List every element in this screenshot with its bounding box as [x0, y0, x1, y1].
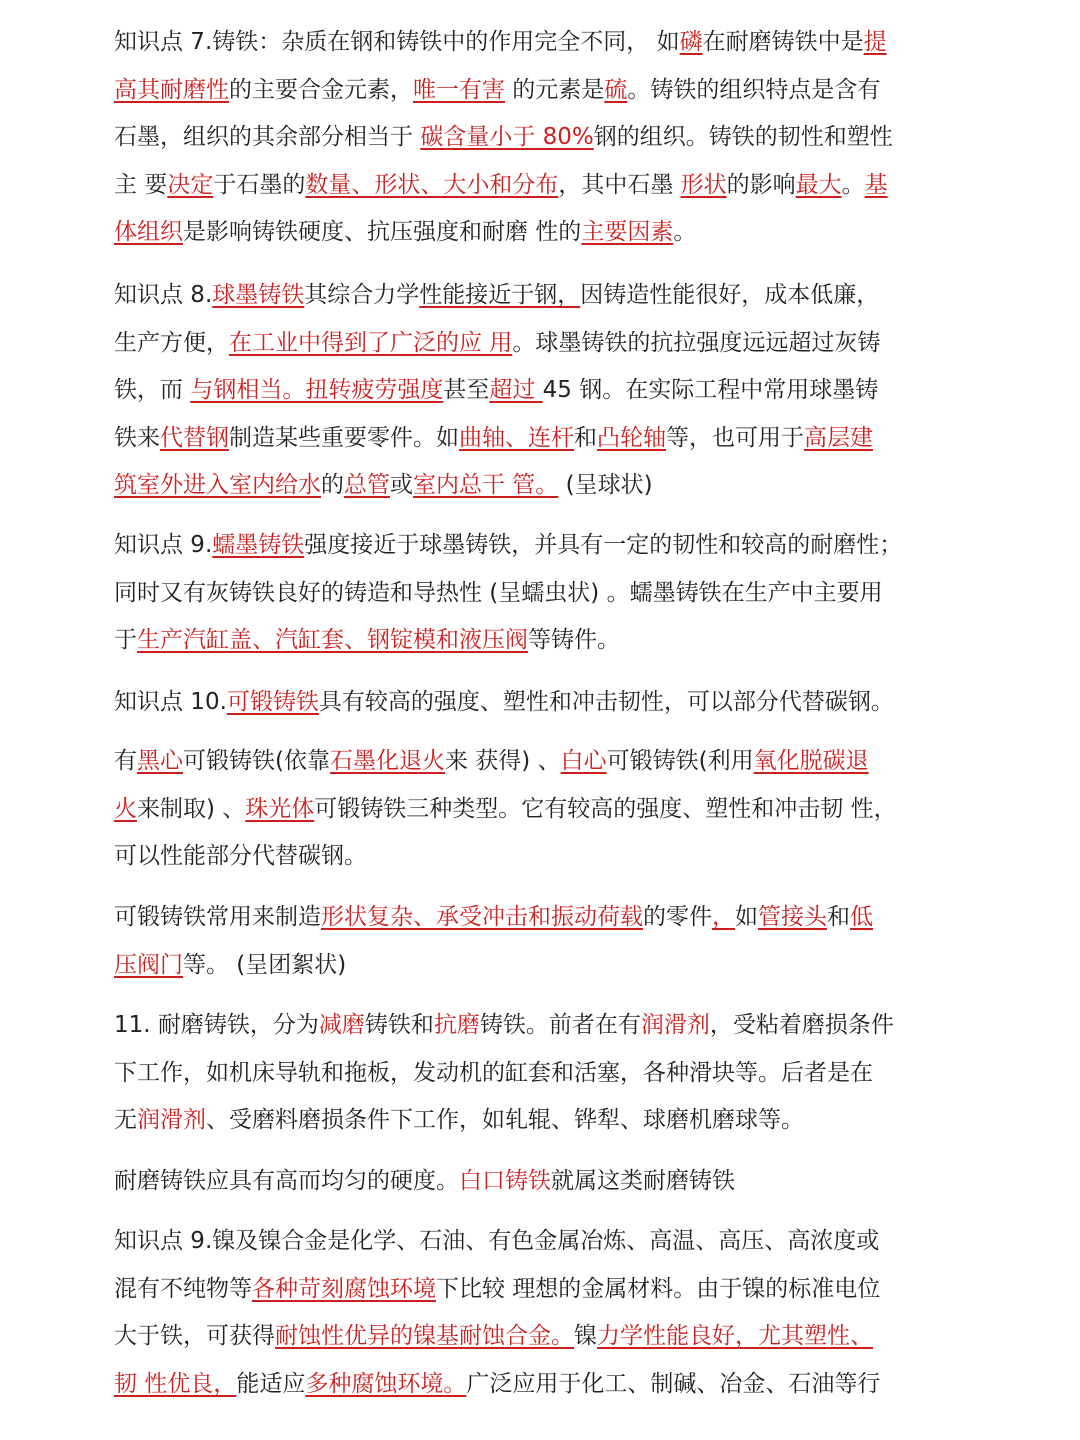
highlighted-text: 低	[850, 904, 873, 930]
text-line	[114, 1218, 974, 1266]
highlighted-text: 总管	[344, 472, 390, 499]
text-segment: 可锻铸铁三种类型。它有较高的强度、塑性和冲击韧 性，	[314, 795, 897, 822]
highlighted-text: 可锻铸铁	[226, 689, 319, 715]
highlighted-text: 提	[863, 29, 887, 55]
text-line	[114, 162, 974, 210]
highlighted-text: 球墨铸铁	[212, 282, 305, 308]
text-line	[114, 1313, 974, 1361]
text-segment: 耐磨铸铁应具有高而均匀的硬度。	[114, 1168, 459, 1194]
text-segment: 混有不纯物等	[114, 1275, 252, 1302]
text-segment: 镍	[574, 1323, 597, 1350]
highlighted-text: 火	[114, 795, 137, 822]
text-segment: 和	[827, 904, 850, 930]
text-segment: 于	[114, 627, 137, 654]
text-segment: (呈球状)	[558, 472, 653, 499]
text-segment: 具有较高的强度、塑性和冲击韧性，可以部分代替碳钢。	[318, 689, 894, 715]
highlighted-text: 主要因素	[581, 219, 674, 246]
text-segment: 的元素是	[505, 76, 605, 103]
highlighted-text: 最大	[795, 171, 842, 198]
text-segment: 是影响铸铁硬度、抗压强度和耐磨 性的	[183, 219, 582, 246]
highlighted-text: 管接头	[758, 904, 827, 930]
text-segment: 就属这类耐磨铸铁	[551, 1168, 735, 1194]
text-segment: 知识点 7.铸铁：杂质在钢和铸铁中的作用完全不同， 如	[114, 29, 680, 55]
highlighted-text: 数量、形状、大小和分布	[305, 171, 559, 198]
text-segment: 的主要合金元素，	[229, 76, 413, 103]
text-segment: 于石墨的	[213, 171, 306, 198]
text-segment: 。铸铁的组织特点是含有	[627, 76, 881, 103]
text-line	[114, 114, 974, 162]
highlighted-text: 唯一有害	[413, 76, 505, 103]
highlighted-text: 韧 性优良，	[114, 1370, 237, 1397]
paragraph-9-vermicular-iron	[114, 522, 974, 665]
text-segment: 知识点 8.	[114, 282, 213, 308]
highlighted-text: 白心	[560, 748, 607, 774]
text-segment: ，受粘着磨损条件	[709, 1012, 894, 1038]
highlighted-text: 多种腐蚀环境。	[305, 1370, 467, 1397]
highlighted-text: 生产汽缸盖、汽缸套、钢锭模和液压阀	[137, 627, 528, 654]
text-line	[114, 1266, 974, 1314]
text-segment: 等，也可用于	[666, 424, 804, 451]
paragraph-7-cast-iron	[114, 19, 974, 257]
highlighted-text: 力学性能良好，尤其塑性、	[597, 1323, 873, 1350]
highlighted-text: 筑室外进入室内给水	[114, 472, 321, 499]
text-line	[114, 570, 974, 618]
highlighted-text: 抗磨	[433, 1012, 480, 1038]
text-segment: 同时又有灰铸铁良好的铸造和导热性 (呈蠕虫状) 。蠕墨铸铁在生产中主要用	[114, 579, 883, 606]
text-line	[114, 320, 974, 368]
highlighted-text: 石墨化退火	[329, 748, 445, 774]
text-segment: 主 要	[114, 171, 168, 198]
highlighted-text: 各种苛刻腐蚀环境	[252, 1275, 436, 1302]
highlighted-text: 形状	[680, 171, 727, 198]
text-segment: 45 钢。在实际工程中常用球墨铸	[542, 377, 879, 404]
paragraph-white-iron	[114, 1158, 974, 1206]
text-line	[114, 894, 974, 942]
text-segment: ，其中石墨	[558, 171, 681, 198]
text-line	[114, 415, 974, 463]
text-segment: 下工作，如机床导轨和拖板，发动机的缸套和活塞，各种滑块等。后者是在	[114, 1059, 873, 1086]
text-line	[114, 522, 974, 570]
text-segment: 在耐磨铸铁中是	[702, 29, 864, 55]
highlighted-text: 减磨	[318, 1012, 365, 1038]
highlighted-text: 性能接近于钢，	[419, 282, 581, 308]
highlighted-text: 磷	[679, 29, 703, 55]
text-segment: 或	[390, 472, 413, 499]
text-segment: 。	[841, 171, 865, 198]
text-line	[114, 617, 974, 665]
highlighted-text: 白口铸铁	[459, 1168, 551, 1194]
highlighted-text: 黑心	[137, 748, 183, 774]
text-segment: 可以性能部分代替碳钢。	[114, 843, 367, 870]
text-segment: 铁，而	[114, 377, 191, 404]
highlighted-text: 珠光体	[245, 795, 315, 822]
text-segment: 可锻铸铁(利用	[606, 748, 754, 774]
highlighted-text: 形状复杂、承受冲击和振动荷载	[321, 904, 643, 930]
highlighted-text: 蠕墨铸铁	[212, 532, 305, 558]
text-line	[114, 19, 974, 67]
highlighted-text: 耐蚀性优异的镍基耐蚀合金。	[275, 1323, 574, 1350]
highlighted-text: 决定	[167, 171, 214, 198]
highlighted-text: 高其耐磨性	[114, 76, 229, 103]
text-segment: 有	[114, 748, 137, 774]
text-segment: 可锻铸铁(依靠	[183, 748, 330, 774]
text-line	[114, 833, 974, 881]
text-line	[114, 1158, 974, 1206]
highlighted-text: 压阀门	[114, 951, 183, 978]
text-line	[114, 67, 974, 115]
text-segment: 因铸造性能很好，成本低廉，	[580, 282, 880, 308]
text-segment: 生产方便，	[114, 329, 229, 356]
paragraph-malleable-uses	[114, 894, 974, 989]
text-segment: 铸铁。前者在有	[479, 1012, 641, 1038]
highlighted-text: 硫	[604, 76, 628, 103]
text-segment: 铸铁和	[364, 1012, 434, 1038]
highlighted-text: 与钢相当。扭转疲劳强度	[190, 377, 444, 404]
paragraph-malleable-types	[114, 738, 974, 881]
text-segment: 如	[735, 904, 758, 930]
highlighted-text: 体组织	[114, 219, 183, 246]
text-segment: 能适应	[236, 1370, 306, 1397]
text-segment: 无	[114, 1107, 137, 1134]
text-segment: 知识点 10.	[114, 689, 227, 715]
highlighted-text: ，	[712, 904, 735, 930]
paragraph-8-ductile-iron	[114, 272, 974, 510]
paragraph-11-wear-resistant	[114, 1002, 974, 1145]
text-segment: 来制取) 、	[137, 795, 246, 822]
text-segment: 知识点 9.镍及镍合金是化学、石油、有色金属冶炼、高温、高压、高浓度或	[114, 1228, 880, 1254]
highlighted-text: 基	[864, 171, 888, 198]
text-line	[114, 1050, 974, 1098]
text-segment: 大于铁，可获得	[114, 1323, 275, 1350]
text-line	[114, 786, 974, 834]
text-segment: 甚至	[443, 377, 490, 404]
highlighted-text: 润滑剂	[137, 1107, 206, 1134]
highlighted-text: 碳含量小于 80%	[420, 124, 594, 151]
text-segment: 石墨，组织的其余部分相当于	[114, 124, 421, 151]
text-segment: 广泛应用于化工、制碱、冶金、石油等行	[466, 1370, 881, 1397]
text-segment: 等。 (呈团絮状)	[183, 951, 347, 978]
text-segment: 和	[574, 424, 597, 451]
text-segment: 的影响	[726, 171, 796, 198]
text-line	[114, 272, 974, 320]
text-segment: 铁来	[114, 424, 160, 451]
text-segment: 11. 耐磨铸铁，分为	[114, 1012, 319, 1038]
highlighted-text: 超过	[489, 377, 543, 404]
text-segment: 制造某些重要零件。如	[229, 424, 459, 451]
text-line	[114, 1002, 974, 1050]
highlighted-text: 室内总干 管。	[413, 472, 559, 499]
text-segment: 其综合力学	[304, 282, 420, 308]
text-segment: 的零件	[643, 904, 712, 930]
paragraph-10-malleable-iron	[114, 679, 974, 727]
text-segment: 钢的组织。铸铁的韧性和塑性	[593, 124, 893, 151]
highlighted-text: 氧化脱碳退	[753, 748, 869, 774]
highlighted-text: 曲轴、连杆	[459, 424, 574, 451]
text-segment: 。球墨铸铁的抗拉强度远远超过灰铸	[512, 329, 881, 356]
text-segment: 的	[321, 472, 344, 499]
paragraph-nickel-alloys	[114, 1218, 974, 1408]
text-segment: 来 获得) 、	[444, 748, 561, 774]
highlighted-text: 润滑剂	[640, 1012, 710, 1038]
text-segment: 可锻铸铁常用来制造	[114, 904, 321, 930]
highlighted-text: 代替钢	[160, 424, 229, 451]
highlighted-text: 凸轮轴	[597, 424, 666, 451]
text-line	[114, 462, 974, 510]
text-segment: 知识点 9.	[114, 532, 213, 558]
text-segment: 下比较 理想的金属材料。由于镍的标准电位	[436, 1275, 881, 1302]
text-line	[114, 1361, 974, 1409]
text-segment: 强度接近于球墨铸铁，并具有一定的韧性和较高的耐磨性；	[304, 532, 903, 558]
text-line	[114, 209, 974, 257]
text-segment: 等铸件。	[528, 627, 620, 654]
text-segment: 。	[673, 219, 697, 246]
text-segment: 、受磨料磨损条件下工作，如轧辊、铧犁、球磨机磨球等。	[206, 1107, 804, 1134]
highlighted-text: 高层建	[804, 424, 873, 451]
text-line	[114, 679, 974, 727]
text-line	[114, 367, 974, 415]
text-line	[114, 942, 974, 990]
text-line	[114, 1097, 974, 1145]
text-line	[114, 738, 974, 786]
highlighted-text: 在工业中得到了广泛的应 用	[229, 329, 513, 356]
